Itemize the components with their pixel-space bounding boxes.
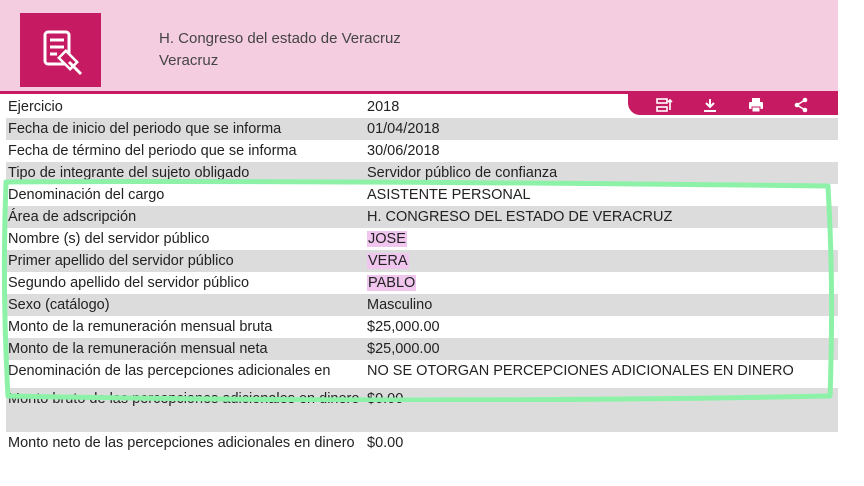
row-label: Denominación de las percepciones adicionales en — [8, 363, 331, 379]
row-value: ASISTENTE PERSONAL — [367, 187, 531, 203]
row-label: Primer apellido del servidor público — [8, 253, 234, 269]
row-value: 2018 — [367, 99, 400, 115]
page-header — [0, 0, 838, 91]
table-row — [6, 228, 838, 250]
table-row — [6, 140, 838, 162]
gavel-document-icon — [20, 13, 101, 87]
row-label: Monto de la remuneración mensual neta — [8, 341, 268, 357]
table-row — [6, 206, 838, 228]
row-value: Masculino — [367, 297, 433, 313]
row-label: Área de adscripción — [8, 209, 137, 225]
row-label: Monto neto de las percepciones adicionales en dinero — [8, 435, 355, 451]
table-row — [6, 316, 838, 338]
row-value: JOSE — [368, 231, 406, 247]
row-value: $25,000.00 — [367, 319, 440, 335]
row-value: 01/04/2018 — [367, 121, 440, 137]
table-row — [6, 388, 838, 432]
row-value: H. CONGRESO DEL ESTADO DE VERACRUZ — [367, 209, 673, 225]
row-value: VERA — [368, 253, 408, 269]
row-value: Servidor público de confianza — [367, 165, 558, 181]
institution-name: H. Congreso del estado de Veracruz — [159, 30, 401, 47]
row-label: Sexo (catálogo) — [8, 297, 110, 313]
table-row — [6, 118, 838, 140]
row-label: Nombre (s) del servidor público — [8, 231, 210, 247]
table-row — [6, 162, 838, 184]
state-name: Veracruz — [159, 52, 219, 69]
row-label: Tipo de integrante del sujeto obligado — [8, 165, 250, 181]
table-row — [6, 272, 838, 294]
row-value: PABLO — [368, 275, 416, 291]
row-value: $25,000.00 — [367, 341, 440, 357]
table-row — [6, 96, 838, 118]
row-label: Monto bruto de las percepciones adicionales en dinero — [8, 391, 360, 407]
row-label: Fecha de término del periodo que se informa — [8, 143, 297, 159]
table-row — [6, 360, 838, 382]
row-label: Monto de la remuneración mensual bruta — [8, 319, 273, 335]
row-value: $0.00 — [367, 391, 404, 407]
table-row — [6, 184, 838, 206]
row-label: Denominación del cargo — [8, 187, 165, 203]
row-value: $0.00 — [367, 435, 404, 451]
row-value: 30/06/2018 — [367, 143, 440, 159]
table-row — [6, 338, 838, 360]
row-label: Segundo apellido del servidor público — [8, 275, 250, 291]
data-table — [6, 96, 838, 476]
row-label: Fecha de inicio del periodo que se informa — [8, 121, 282, 137]
row-label: Ejercicio — [8, 99, 63, 115]
table-row — [6, 294, 838, 316]
row-value: NO SE OTORGAN PERCEPCIONES ADICIONALES EN DINERO — [367, 363, 794, 379]
table-row — [6, 250, 838, 272]
table-row — [6, 432, 838, 476]
